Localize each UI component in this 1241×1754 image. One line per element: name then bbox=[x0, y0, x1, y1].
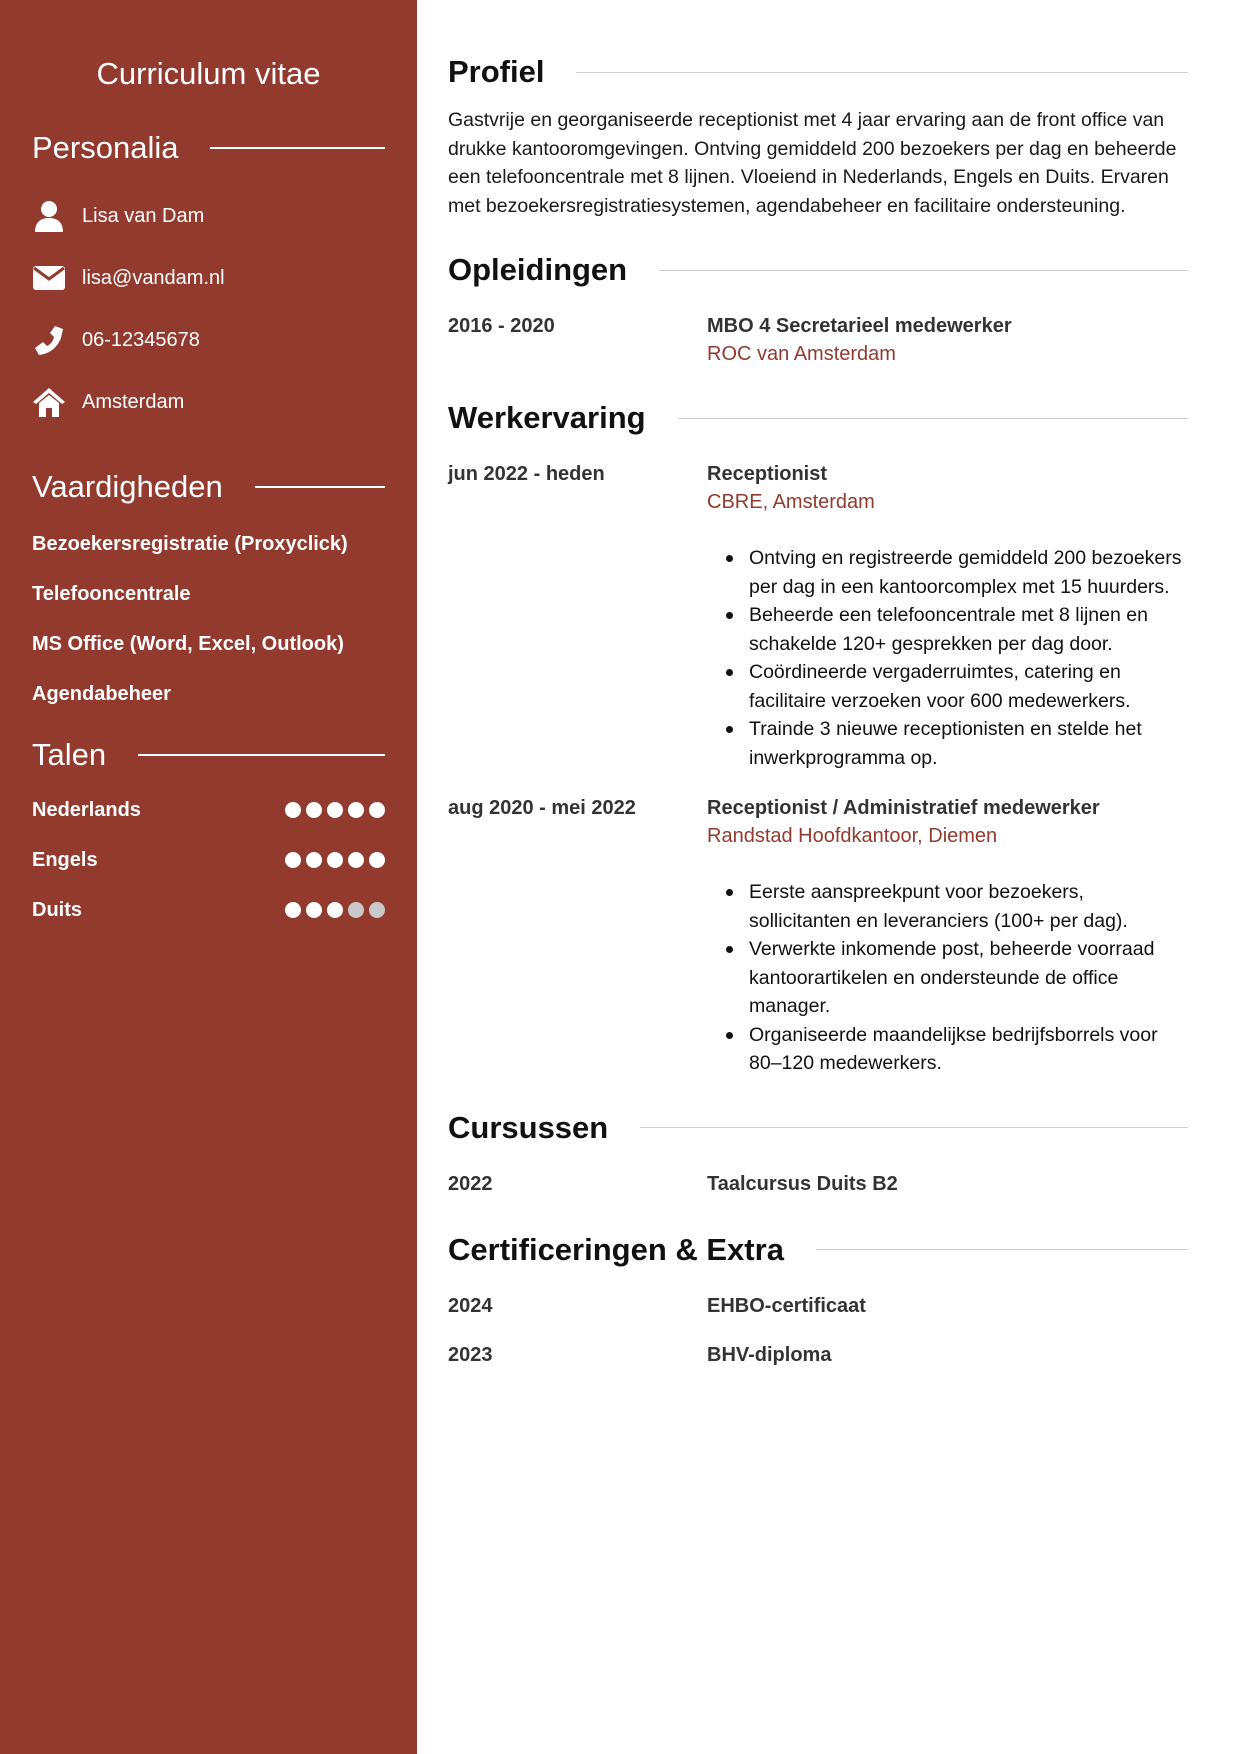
language-level-dots bbox=[285, 802, 385, 818]
skill-item: Bezoekersregistratie (Proxyclick) bbox=[32, 533, 348, 555]
entry-org: ROC van Amsterdam bbox=[707, 343, 896, 365]
entry-org: Randstad Hoofdkantoor, Diemen bbox=[707, 825, 998, 847]
language-name: Nederlands bbox=[32, 798, 141, 821]
entry-title: Receptionist / Administratief medewerker bbox=[707, 797, 1100, 819]
certifications-heading-text: Certificeringen & Extra bbox=[448, 1231, 784, 1267]
entry-body bbox=[707, 1170, 1188, 1198]
skills-heading bbox=[32, 467, 385, 507]
level-dot-filled bbox=[327, 852, 343, 868]
entry-period: 2023 bbox=[448, 1343, 493, 1366]
skills-heading-text: Vaardigheden bbox=[32, 469, 223, 504]
entry-title: BHV-diploma bbox=[707, 1343, 832, 1366]
experience-entry bbox=[448, 794, 1188, 1078]
level-dot-empty bbox=[369, 902, 385, 918]
main-content bbox=[448, 0, 1188, 1369]
heading-rule bbox=[659, 270, 1188, 271]
sidebar bbox=[0, 0, 417, 1754]
level-dot-filled bbox=[348, 802, 364, 818]
skill-item: Telefooncentrale bbox=[32, 583, 191, 605]
heading-rule bbox=[255, 486, 385, 488]
course-entry bbox=[448, 1170, 1188, 1198]
language-name: Duits bbox=[32, 898, 82, 921]
user-icon bbox=[32, 199, 66, 233]
experience-heading-text: Werkervaring bbox=[448, 400, 646, 435]
profile-heading-text: Profiel bbox=[448, 54, 545, 89]
certification-entry bbox=[448, 1292, 1188, 1320]
entry-body bbox=[707, 1292, 1188, 1320]
education-entry bbox=[448, 312, 1188, 368]
entry-period: jun 2022 - heden bbox=[448, 463, 605, 485]
level-dot-filled bbox=[327, 802, 343, 818]
language-level-dots bbox=[285, 852, 385, 868]
language-row bbox=[32, 785, 385, 835]
bullet-item: Beheerde een telefooncentrale met 8 lijnen en schakelde 120+ gesprekken per dag door. bbox=[749, 601, 1188, 658]
contact-city-text: Amsterdam bbox=[82, 390, 185, 413]
education-heading bbox=[448, 250, 1188, 290]
entry-body bbox=[707, 794, 1188, 1078]
entry-title: Receptionist bbox=[707, 463, 828, 485]
bullet-item: Trainde 3 nieuwe receptionisten en stelde het inwerkprogramma op. bbox=[749, 715, 1188, 772]
level-dot-filled bbox=[285, 902, 301, 918]
level-dot-filled bbox=[348, 852, 364, 868]
bullet-item: Eerste aanspreekpunt voor bezoekers, sollicitanten en leveranciers (100+ per dag). bbox=[749, 878, 1188, 935]
languages-list bbox=[32, 785, 385, 935]
bullet-item: Organiseerde maandelijkse bedrijfsborrels voor 80–120 medewerkers. bbox=[749, 1021, 1188, 1078]
entry-period: 2024 bbox=[448, 1294, 493, 1317]
language-row bbox=[32, 885, 385, 935]
contact-email[interactable] bbox=[32, 247, 385, 309]
heading-rule bbox=[576, 72, 1188, 73]
level-dot-filled bbox=[306, 902, 322, 918]
level-dot-filled bbox=[327, 902, 343, 918]
entry-body bbox=[707, 1341, 1188, 1369]
personalia-heading-text: Personalia bbox=[32, 130, 179, 165]
contact-list bbox=[32, 185, 385, 433]
personalia-heading bbox=[32, 128, 385, 168]
contact-email-text[interactable]: lisa@vandam.nl bbox=[82, 266, 225, 289]
level-dot-filled bbox=[306, 852, 322, 868]
language-row bbox=[32, 835, 385, 885]
phone-icon bbox=[32, 323, 66, 357]
cv-title: Curriculum vitae bbox=[96, 56, 321, 91]
entry-period: aug 2020 - mei 2022 bbox=[448, 797, 636, 819]
entry-title: MBO 4 Secretarieel medewerker bbox=[707, 315, 1012, 337]
contact-phone-text[interactable]: 06-12345678 bbox=[82, 328, 200, 351]
skills-list bbox=[32, 519, 385, 719]
heading-rule bbox=[138, 754, 385, 756]
heading-rule bbox=[210, 147, 385, 149]
bullet-item: Coördineerde vergaderruimtes, catering en facilitaire verzoeken voor 600 medewerkers. bbox=[749, 658, 1188, 715]
courses-heading-text: Cursussen bbox=[448, 1109, 609, 1145]
entry-period: 2016 - 2020 bbox=[448, 315, 555, 337]
contact-name-text: Lisa van Dam bbox=[82, 204, 205, 227]
contact-name bbox=[32, 185, 385, 247]
entry-body bbox=[707, 460, 1188, 772]
profile-heading bbox=[448, 52, 1188, 92]
contact-phone[interactable] bbox=[32, 309, 385, 371]
courses-heading bbox=[448, 1108, 1188, 1148]
bullet-item: Verwerkte inkomende post, beheerde voorraad kantoorartikelen en ondersteunde de office manager. bbox=[749, 935, 1188, 1021]
bullet-item: Ontving en registreerde gemiddeld 200 bezoekers per dag in een kantoorcomplex met 15 huurders. bbox=[749, 544, 1188, 601]
education-heading-text: Opleidingen bbox=[448, 252, 628, 287]
language-level-dots bbox=[285, 902, 385, 918]
entry-bullets bbox=[707, 878, 1188, 1078]
entry-org: CBRE, Amsterdam bbox=[707, 491, 875, 513]
level-dot-filled bbox=[369, 802, 385, 818]
heading-rule bbox=[640, 1127, 1188, 1128]
heading-rule bbox=[816, 1249, 1188, 1250]
entry-period: 2022 bbox=[448, 1172, 493, 1195]
experience-heading bbox=[448, 398, 1188, 438]
level-dot-filled bbox=[285, 852, 301, 868]
entry-body bbox=[707, 312, 1188, 368]
profile-text: Gastvrije en georganiseerde receptionist met 4 jaar ervaring aan de front office van drukke kantooromgevingen. Ontving gemiddeld 200 bezoekers per dag en beheerde een telefooncentrale met 8 lijnen. Vloeiend in Nederlands, Engels en Duits. Ervaren met bezoekersregistratiesystemen, agendabeheer en facilitaire ondersteuning. bbox=[448, 109, 1177, 217]
language-name: Engels bbox=[32, 848, 98, 871]
entry-bullets bbox=[707, 544, 1188, 772]
experience-entry bbox=[448, 460, 1188, 772]
entry-title: EHBO-certificaat bbox=[707, 1294, 866, 1317]
skill-item: MS Office (Word, Excel, Outlook) bbox=[32, 633, 344, 655]
level-dot-empty bbox=[348, 902, 364, 918]
level-dot-filled bbox=[306, 802, 322, 818]
level-dot-filled bbox=[285, 802, 301, 818]
envelope-icon bbox=[32, 261, 66, 295]
contact-city bbox=[32, 371, 385, 433]
home-icon bbox=[32, 385, 66, 419]
languages-heading bbox=[32, 735, 385, 775]
certifications-heading bbox=[448, 1230, 1188, 1270]
languages-heading-text: Talen bbox=[32, 737, 107, 772]
skill-item: Agendabeheer bbox=[32, 683, 171, 705]
level-dot-filled bbox=[369, 852, 385, 868]
heading-rule bbox=[678, 418, 1188, 419]
entry-title: Taalcursus Duits B2 bbox=[707, 1172, 898, 1195]
certification-entry bbox=[448, 1341, 1188, 1369]
